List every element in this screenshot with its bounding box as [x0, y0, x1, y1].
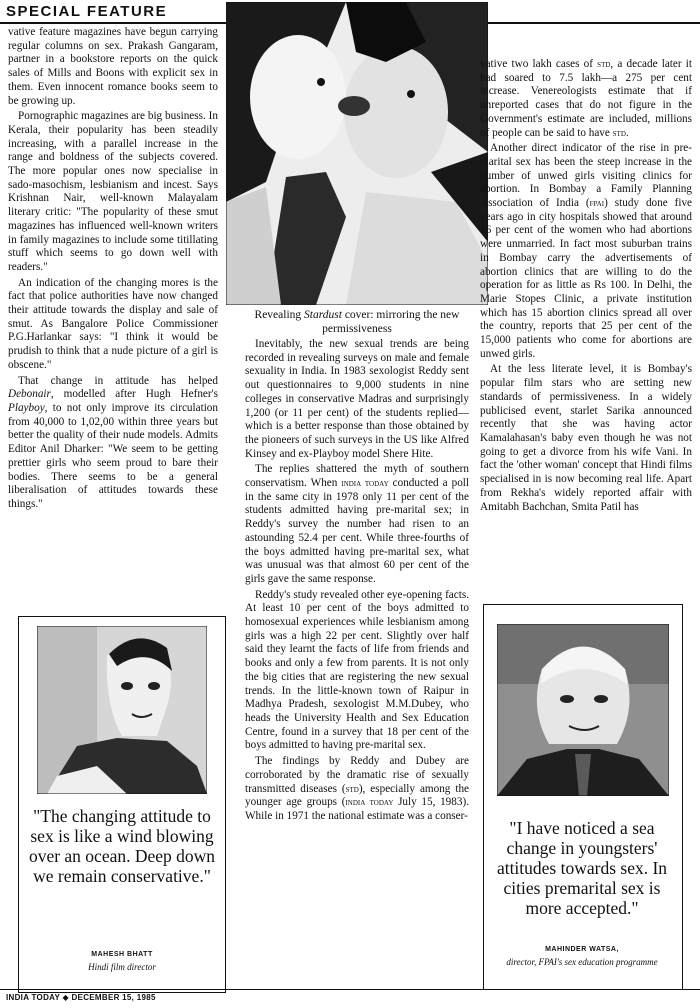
section-label: SPECIAL FEATURE: [6, 3, 168, 20]
left-column: [8, 26, 218, 512]
right-paragraph: At the less literate level, it is Bombay's popular film stars who are setting new standards of permissiveness. In a widely publicised event, starlet Sarika announced recently that she was having actor Kamalahasan's baby even though he was not going to get a divorce from his wife Vani. In fact the 'other woman' concept that Hindi films specialised in is now becoming real life. Apart from Rekha's widely reported affair with Amitabh Bachchan, Smita Patil has: [480, 363, 692, 513]
stardust-cover-photo: [226, 2, 488, 305]
quote-role-left: Hindi film director: [88, 962, 156, 972]
right-column: [480, 58, 692, 514]
photo-caption: Revealing Stardust cover: mirroring the new permissiveness: [254, 309, 460, 335]
kiss-photo-illustration: [226, 2, 488, 305]
left-paragraph: Pornographic magazines are big business. In Kerala, their popularity has been steadily increasing, with a parallel increase in the range and boldness of the subjects covered. The more popular ones now specialise in sado-masochism, lesbianism and incest. Says Krishnan Nair, well-known Malayalam literary critic: "The popularity of these smut magazines has influenced well-known writers in family magazines to include some titillating stuff which seems to go down well with readers.": [8, 110, 218, 273]
middle-paragraph: The findings by Reddy and Dubey are corroborated by the dramatic rise of sexually transmitted diseases (std), especially among the younger age groups (india today July 15, 1983). While in 1971 the national estimate was a conser-: [245, 755, 469, 822]
quote-text-right: "I have noticed a sea change in youngsters' attitudes towards sex. In cities premarital sex is more accepted.": [496, 818, 668, 918]
quote-role-right: director, FPAI's sex education programme: [506, 957, 658, 967]
portrait-illustration: [497, 624, 669, 796]
left-paragraph: An indication of the changing mores is the fact that police authorities have now changed their attitude towards the display and sale of smut. As Bangalore Police Commissioner P.G.Harlankar says: "I think it would be prudish to think that a nude picture of a girl is obscene.": [8, 276, 218, 371]
right-paragraph: Another direct indicator of the rise in pre-marital sex has been the steep increase in the number of unwed girls visiting clinics for abortion. In Bombay a Family Planning Association of India (fpai) study done five years ago in city hospitals showed that around 16 per cent of the women who had abortions were unmarried. In fact most suburban trains in Bombay carry the advertisements of abortion clinics that are willing to do the operation for as little as Rs 100. In Delhi, the Marie Stopes Clinic, a private institution which has 15 abortion clinics spread all over the country, reports that 25 per cent of the 15,000 patients who come for abortions are unwed girls.: [480, 142, 692, 360]
left-paragraph: That change in attitude has helped Debonair, modelled after Hugh Hefner's Playboy, to not only improve its circulation from 40,000 to 1,02,00 within three years but better the quality of their nude models. Admits Editor Anil Dharker: "We seem to be getting prettier girls who seem proud to bare their bodies. There seems to be a general liberalisation of attitudes towards these things.": [8, 374, 218, 510]
right-paragraph: vative two lakh cases of std, a decade later it had soared to 7.5 lakh—a 275 per cent increase. Venereologists estimate that if unreported cases that do not figure in the Government's estimate are included, millions of people can be said to have std.: [480, 58, 692, 139]
quote-name-right: MAHINDER WATSA,: [545, 946, 619, 953]
quote-name-left: MAHESH BHATT: [91, 951, 153, 958]
quote-text-left: "The changing attitude to sex is like a wind blowing over an ocean. Deep down we remain conservative.": [28, 806, 216, 886]
footer-rule: [0, 989, 700, 990]
header-rule-right: [487, 22, 700, 24]
page-footer: INDIA TODAY ◆ DECEMBER 15, 1985: [6, 993, 156, 1002]
mahesh-bhatt-photo: [37, 626, 207, 794]
left-paragraph: vative feature magazines have begun carrying regular columns on sex. Prakash Gangaram, partner in a bookstore reports on the quick sales of Mills and Boons with explicit sex in them. Even innocent romance books seem to be growing up.: [8, 26, 218, 107]
middle-paragraph: Reddy's study revealed other eye-opening facts. At least 10 per cent of the boys admitted to homosexual experiences while lesbianism among girls was a high 22 per cent. Slightly over half said they learnt the facts of life from friends and books and only a few from parents. It is not only the big cities that are registering the new sexual trends. In the little-known town of Raipur in Madhya Pradesh, sexologist M.M.Dubey, who heads the University Health and Sex Education Centre, found in a survey that 18 per cent of the boys admitted to having pre-marital sex.: [245, 588, 469, 752]
middle-paragraph: Inevitably, the new sexual trends are being recorded in revealing surveys on male and female sexuality in India. In 1983 sexologist Reddy sent out questionnaires to 9,000 students in nine colleges in conservative Madras and surprisingly 1,200 (or 11 per cent) of the students replied—which is a better response than those obtained by the pioneers of such surveys in the US like Alfred Kinsey and ex-Playboy model Shere Hite.: [245, 338, 469, 460]
mahinder-watsa-photo: [497, 624, 669, 796]
portrait-illustration: [37, 626, 207, 794]
middle-paragraph: The replies shattered the myth of southern conservatism. When india today conducted a poll in the same city in 1978 only 11 per cent of the students admitted having pre-marital sex; in Reddy's survey the number had risen to an astounding 52.4 per cent. While three-fourths of the boys admitted having pre-marital sex, what was unusual was that almost 60 per cent of the girls gave the same response.: [245, 463, 470, 585]
header-rule: [0, 22, 226, 24]
middle-column: [245, 338, 469, 824]
